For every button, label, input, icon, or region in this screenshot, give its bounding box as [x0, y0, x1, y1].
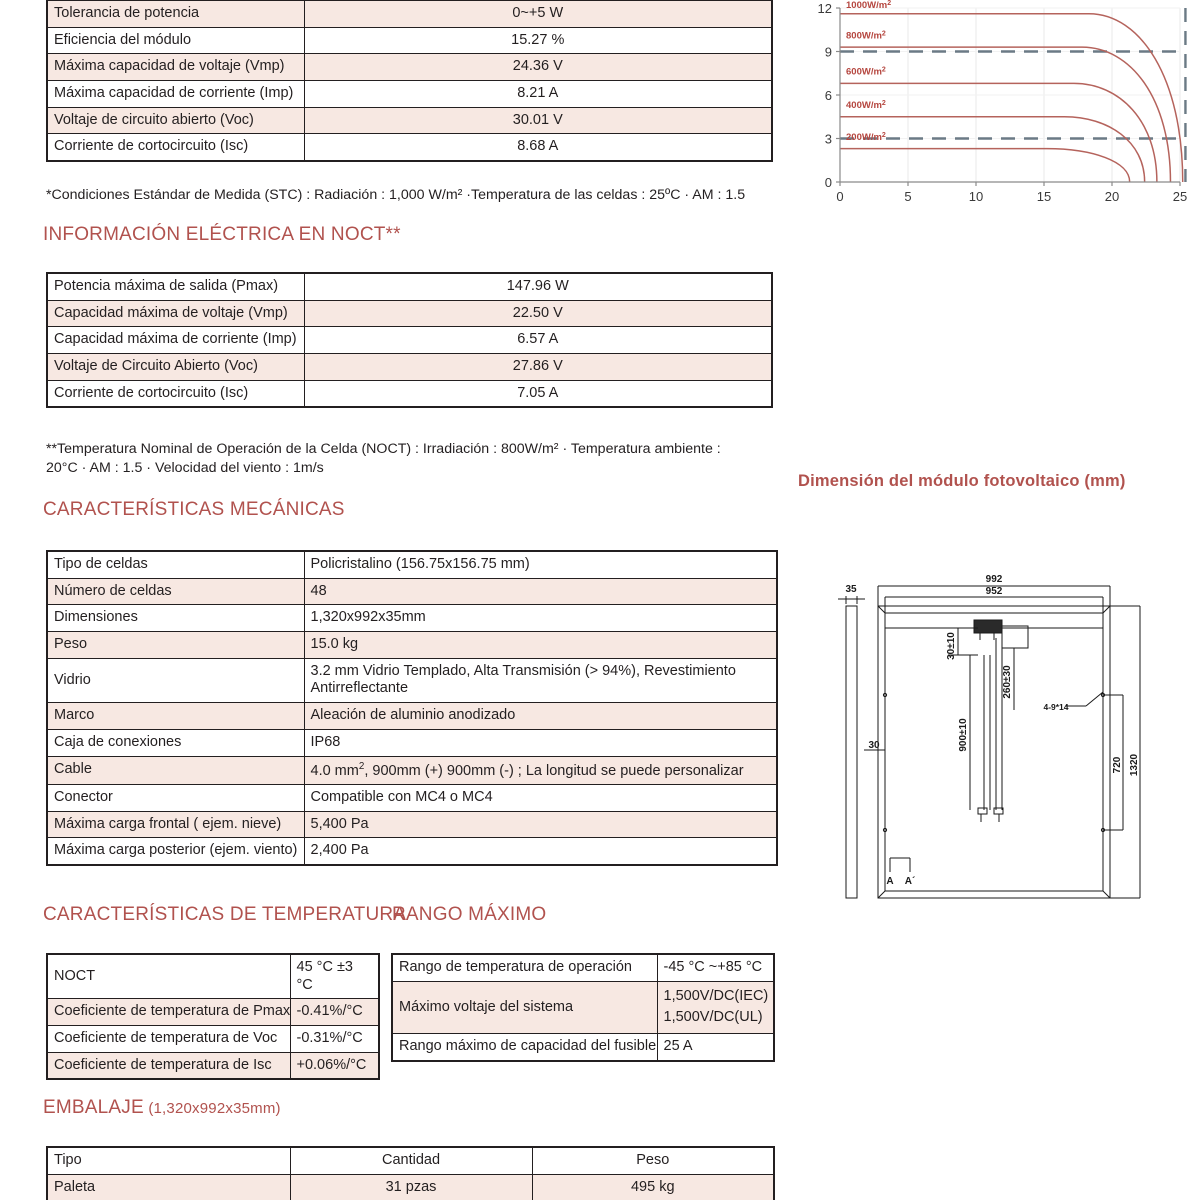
- table-row: [47, 954, 379, 999]
- row-value: Compatible con MC4 o MC4: [304, 785, 777, 812]
- temperature-section-heading: CARACTERÍSTICAS DE TEMPERATURA: [43, 904, 407, 925]
- row-value-line-2: 1,500V/DC(UL): [663, 1009, 763, 1026]
- noct-section-heading: INFORMACIÓN ELÉCTRICA EN NOCT**: [43, 224, 401, 245]
- dim-line-30pm10: [936, 628, 978, 655]
- row-label: Tipo de celdas: [47, 551, 304, 578]
- table-row: [47, 838, 777, 865]
- section-markers: [890, 858, 910, 872]
- dim-label-width-outer: 992: [985, 574, 1003, 585]
- noct-footnote-line-1: **Temperatura Nominal de Operación de la Celda (NOCT) : Irradiación : 800W/m² · Temperatura ambiente :: [46, 441, 721, 457]
- cable-routing: [978, 638, 1003, 822]
- panel-outer-frame: [878, 606, 1110, 898]
- row-value: 8.21 A: [304, 81, 772, 108]
- row-label: Capacidad máxima de corriente (Imp): [47, 327, 304, 354]
- series-label: $800W/m^2$: [846, 30, 886, 42]
- dim-label-jbox-offset: 30±10: [946, 632, 957, 660]
- mechanical-table-body: [47, 551, 777, 865]
- row-value: 8.68 A: [304, 134, 772, 161]
- table-row: [47, 380, 772, 407]
- packaging-table: [46, 1146, 775, 1200]
- maximum-range-table: [391, 953, 775, 1062]
- row-value: 0~+5 W: [304, 0, 772, 27]
- dim-label-cable-span: 260±30: [1002, 665, 1013, 699]
- chart-series-labels: [846, 0, 891, 143]
- dim-label-height-outer: 1320: [1129, 753, 1140, 777]
- table-row: [47, 1052, 379, 1079]
- row-value: -45 °C ~+85 °C: [657, 954, 774, 981]
- table-cell: Paleta: [47, 1174, 290, 1200]
- dim-label-cable-length: 900±10: [958, 718, 969, 752]
- row-value: [657, 981, 774, 1034]
- y-tick-label: 0: [824, 175, 832, 190]
- row-label: Peso: [47, 632, 304, 659]
- row-label: Máximo voltaje del sistema: [392, 981, 657, 1034]
- noct-footnote: [46, 440, 798, 478]
- chart-x-tick-labels: [836, 189, 1187, 204]
- row-label: Voltaje de Circuito Abierto (Voc): [47, 354, 304, 381]
- table-row: [47, 551, 777, 578]
- table-row: [47, 999, 379, 1026]
- row-label: Coeficiente de temperatura de Isc: [47, 1052, 290, 1079]
- chart-axes: [836, 8, 1180, 186]
- series-label: $1000W/m^2$: [846, 0, 892, 11]
- table-row: [47, 27, 772, 54]
- row-value: IP68: [304, 729, 777, 756]
- row-value: 3.2 mm Vidrio Templado, Alta Transmisión (> 94%), Revestimiento Antirreflectante: [304, 658, 777, 702]
- x-tick-label: 25: [1172, 189, 1188, 204]
- row-label: Máxima capacidad de voltaje (Vmp): [47, 54, 304, 81]
- row-value: Policristalino (156.75x156.75 mm): [304, 551, 777, 578]
- x-tick-label: 10: [968, 189, 984, 204]
- row-value: 45 °C ±3 °C: [290, 954, 379, 999]
- row-label: Corriente de cortocircuito (Isc): [47, 380, 304, 407]
- junction-box: [974, 620, 1002, 633]
- row-label: Máxima carga frontal ( ejem. nieve): [47, 811, 304, 838]
- row-label: Corriente de cortocircuito (Isc): [47, 134, 304, 161]
- table-row: [47, 134, 772, 161]
- iv-curve-chart: [818, 0, 1188, 205]
- table-row: [392, 1034, 774, 1061]
- table-row: [47, 756, 777, 785]
- table-row: [47, 811, 777, 838]
- y-tick-label: 6: [824, 88, 832, 103]
- x-tick-label: 5: [904, 189, 912, 204]
- x-tick-label: 0: [836, 189, 844, 204]
- dim-label-width-inner: 952: [985, 586, 1003, 597]
- row-label: Rango de temperatura de operación: [392, 954, 657, 981]
- row-label: Capacidad máxima de voltaje (Vmp): [47, 300, 304, 327]
- row-value: 48: [304, 578, 777, 605]
- side-view-profile: [838, 596, 865, 898]
- table-row: [47, 578, 777, 605]
- column-header: Peso: [532, 1147, 774, 1174]
- row-label: Coeficiente de temperatura de Voc: [47, 1026, 290, 1053]
- iv-curve: [840, 14, 1183, 182]
- row-value: 15.27 %: [304, 27, 772, 54]
- drawing-title: Dimensión del módulo fotovoltaico (mm): [798, 472, 1126, 490]
- dim-label-mount-span: 720: [1112, 756, 1123, 774]
- row-label: Máxima capacidad de corriente (Imp): [47, 81, 304, 108]
- chart-y-tick-labels: [818, 1, 832, 190]
- series-label: $600W/m^2$: [846, 66, 886, 78]
- table-row: [47, 327, 772, 354]
- mechanical-characteristics-table: [46, 550, 778, 866]
- row-value: 2,400 Pa: [304, 838, 777, 865]
- chart-curves: [840, 14, 1183, 182]
- iv-curve: [840, 149, 1130, 182]
- row-value: 4.0 $mm^2$, 900mm (+) 900mm (-) ; La longitud se puede personalizar: [304, 756, 777, 785]
- dim-line-952: [885, 597, 1103, 613]
- dim-line-1320: [1110, 606, 1140, 898]
- table-cell: 31 pzas: [290, 1174, 532, 1200]
- row-label: Eficiencia del módulo: [47, 27, 304, 54]
- stc-table-container: [46, 0, 773, 162]
- row-label: Coeficiente de temperatura de Pmax: [47, 999, 290, 1026]
- table-row: [47, 273, 772, 300]
- temperature-table-body: [47, 954, 379, 1079]
- row-label: Voltaje de circuito abierto (Voc): [47, 107, 304, 134]
- dim-label-hole-spec: 4-9*14: [1043, 702, 1069, 712]
- row-value: 7.05 A: [304, 380, 772, 407]
- row-value: 15.0 kg: [304, 632, 777, 659]
- table-row: [47, 354, 772, 381]
- noct-table-container: [46, 272, 773, 408]
- row-label: Potencia máxima de salida (Pmax): [47, 273, 304, 300]
- row-value: 6.57 A: [304, 327, 772, 354]
- row-label: Vidrio: [47, 658, 304, 702]
- row-value: 24.36 V: [304, 54, 772, 81]
- row-value: -0.31%/°C: [290, 1026, 379, 1053]
- row-label: NOCT: [47, 954, 290, 999]
- temperature-coefficients-table: [46, 953, 380, 1080]
- row-value: 30.01 V: [304, 107, 772, 134]
- table-row: [47, 703, 777, 730]
- temperature-table-container: [46, 953, 378, 1080]
- table-row: [47, 632, 777, 659]
- module-dimension-drawing: [818, 560, 1188, 930]
- row-value: 27.86 V: [304, 354, 772, 381]
- row-label: Cable: [47, 756, 304, 785]
- mechanical-section-heading: CARACTERÍSTICAS MECÁNICAS: [43, 499, 345, 520]
- range-table-container: [391, 953, 773, 1062]
- module-drawing-svg: [818, 560, 1188, 930]
- row-value: 22.50 V: [304, 300, 772, 327]
- table-row: [47, 81, 772, 108]
- stc-table-body: [47, 0, 772, 161]
- table-cell: 495 kg: [532, 1174, 774, 1200]
- range-section-heading: RANGO MÁXIMO: [392, 904, 547, 925]
- y-tick-label: 9: [824, 44, 832, 60]
- row-value-line-1: 1,500V/DC(IEC): [663, 987, 769, 1004]
- dim-label-section-a: A: [886, 876, 894, 887]
- noct-footnote-line-2: 20°C · AM : 1.5 · Velocidad del viento : 1m/s: [46, 460, 324, 477]
- x-tick-label: 20: [1104, 189, 1120, 204]
- dim-label-thickness: 35: [845, 584, 857, 595]
- row-label: Dimensiones: [47, 605, 304, 632]
- x-tick-label: 15: [1036, 189, 1052, 204]
- table-header-row: [47, 1147, 774, 1174]
- noct-specifications-table: [46, 272, 773, 408]
- noct-table-body: [47, 273, 772, 407]
- dim-label-section-a-prime: A´: [904, 876, 916, 887]
- iv-curve-svg: [818, 0, 1188, 205]
- table-row: [47, 605, 777, 632]
- row-label: Marco: [47, 703, 304, 730]
- table-row: [47, 1174, 774, 1200]
- chart-gridlines: [840, 8, 1180, 182]
- row-label: Caja de conexiones: [47, 729, 304, 756]
- row-value: 1,320x992x35mm: [304, 605, 777, 632]
- row-value: 147.96 W: [304, 273, 772, 300]
- packaging-table-body: [47, 1147, 774, 1200]
- series-label: $200W/m^2$: [846, 131, 886, 143]
- column-header: Tipo: [47, 1147, 290, 1174]
- table-row: [47, 107, 772, 134]
- table-row: [47, 1026, 379, 1053]
- packaging-heading-row: [43, 1097, 281, 1119]
- row-value: 5,400 Pa: [304, 811, 777, 838]
- series-label: $400W/m^2$: [846, 100, 886, 112]
- stc-specifications-table: [46, 0, 773, 162]
- row-label: Rango máximo de capacidad del fusible: [392, 1034, 657, 1061]
- table-row: [392, 954, 774, 981]
- dim-label-frame-inset: 30: [868, 740, 880, 751]
- table-row: [392, 981, 774, 1034]
- packaging-heading-suffix: (1,320x992x35mm): [148, 1100, 281, 1117]
- row-value: Aleación de aluminio anodizado: [304, 703, 777, 730]
- column-header: Cantidad: [290, 1147, 532, 1174]
- table-row: [47, 658, 777, 702]
- hole-callout-leader: [1066, 692, 1103, 706]
- row-label: Máxima carga posterior (ejem. viento): [47, 838, 304, 865]
- stc-footnote: *Condiciones Estándar de Medida (STC) : Radiación : 1,000 W/m² ·Temperatura de las celdas : 25ºC · AM : 1.5: [46, 187, 746, 203]
- row-label: Número de celdas: [47, 578, 304, 605]
- row-value: -0.41%/°C: [290, 999, 379, 1026]
- row-value: +0.06%/°C: [290, 1052, 379, 1079]
- row-value: 25 A: [657, 1034, 774, 1061]
- packaging-section-heading: EMBALAJE: [43, 1097, 144, 1118]
- iv-curve: [840, 47, 1170, 182]
- packaging-table-container: [46, 1146, 773, 1200]
- table-row: [47, 300, 772, 327]
- row-label: Conector: [47, 785, 304, 812]
- table-row: [47, 0, 772, 27]
- y-tick-label: 12: [818, 1, 832, 16]
- table-row: [47, 729, 777, 756]
- mechanical-table-container: [46, 550, 776, 866]
- range-table-body: [392, 954, 774, 1061]
- row-label: Tolerancia de potencia: [47, 0, 304, 27]
- iv-curve: [840, 83, 1157, 182]
- table-row: [47, 785, 777, 812]
- table-row: [47, 54, 772, 81]
- y-tick-label: 3: [824, 131, 832, 147]
